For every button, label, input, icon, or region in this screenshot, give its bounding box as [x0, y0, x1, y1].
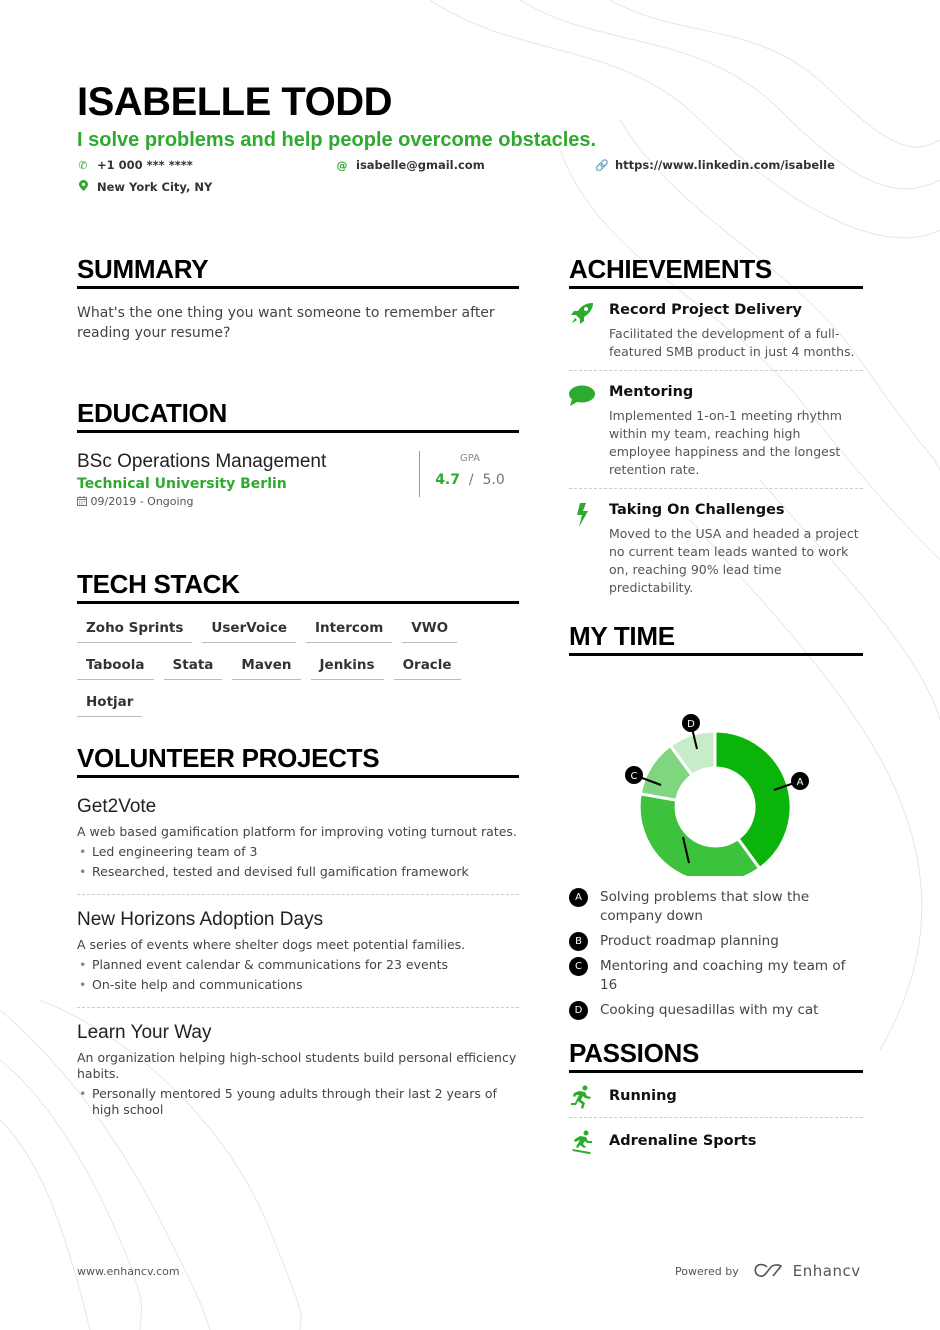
- legend-badge: D: [569, 1001, 588, 1020]
- speech-bubble-icon: [569, 383, 595, 479]
- tech-tag: Intercom: [306, 618, 392, 643]
- project-item: [77, 794, 519, 895]
- passions-section: [569, 1038, 863, 1162]
- volunteer-section: [77, 743, 519, 1142]
- donut-chart-svg: [569, 656, 863, 876]
- tech-tag: Zoho Sprints: [77, 618, 192, 643]
- degree: BSc Operations Management: [77, 451, 327, 472]
- gpa-value: [420, 472, 520, 488]
- rocket-icon: [569, 301, 595, 361]
- svg-text:A: A: [796, 777, 804, 788]
- achievement-description: Facilitated the development of a full-featured SMB product in just 4 months.: [609, 326, 855, 359]
- legend-label: Cooking quesadillas with my cat: [600, 1002, 819, 1018]
- tech-tag: Maven: [232, 655, 300, 680]
- volunteer-heading: VOLUNTEER PROJECTS: [77, 743, 519, 778]
- enhancv-logo-icon: [753, 1263, 785, 1279]
- footer-branding: [675, 1262, 861, 1280]
- legend-item: [569, 888, 863, 926]
- achievement-title: Record Project Delivery: [609, 302, 802, 318]
- passion-label: Running: [609, 1088, 677, 1104]
- project-description: A series of events where shelter dogs meet potential families.: [77, 937, 466, 952]
- legend-item: [569, 957, 863, 995]
- education-dates: [77, 495, 519, 509]
- achievement-item: [569, 371, 863, 489]
- calendar-icon: [77, 496, 87, 509]
- passion-label: Adrenaline Sports: [609, 1133, 757, 1149]
- achievement-list: [569, 289, 863, 606]
- link-icon: 🔗: [595, 158, 609, 172]
- powered-by-text: Powered by: [675, 1264, 739, 1278]
- location-contact: [77, 180, 212, 194]
- legend-label: Solving problems that slow the company down: [600, 889, 810, 924]
- project-name: Learn Your Way: [77, 1022, 212, 1043]
- project-item: [77, 1020, 519, 1130]
- achievement-title: Mentoring: [609, 384, 694, 400]
- email-text[interactable]: isabelle@gmail.com: [356, 158, 485, 172]
- project-bullet: • Led engineering team of 3: [92, 842, 519, 862]
- at-sign-icon: @: [336, 158, 348, 172]
- candidate-name: ISABELLE TODD: [77, 80, 393, 124]
- education-entry: [77, 451, 519, 521]
- passion-list: [569, 1073, 863, 1162]
- map-pin-icon: [77, 180, 89, 194]
- gpa-achieved: 4.7: [435, 472, 460, 488]
- summary-heading: SUMMARY: [77, 254, 519, 289]
- gpa-box: [419, 451, 520, 497]
- project-name: Get2Vote: [77, 796, 157, 817]
- project-description: An organization helping high-school students build personal efficiency habits.: [77, 1050, 517, 1081]
- legend-badge: B: [569, 932, 588, 951]
- my-time-section: [569, 621, 863, 1026]
- brand-name: Enhancv: [792, 1262, 861, 1280]
- project-bullets: [77, 955, 519, 995]
- linkedin-text[interactable]: https://www.linkedin.com/isabelle: [615, 158, 835, 172]
- project-bullets: [77, 1086, 519, 1118]
- tech-tag: Taboola: [77, 655, 154, 680]
- passion-item: [569, 1073, 863, 1118]
- project-list: [77, 794, 519, 1130]
- achievement-description: Moved to the USA and headed a project no current team leads wanted to work on, reaching 90% lead time predictability.: [609, 526, 859, 595]
- achievement-item: [569, 289, 863, 371]
- tech-stack-section: [77, 569, 519, 717]
- phone-icon: ✆: [78, 158, 88, 172]
- svg-text:D: D: [687, 719, 695, 730]
- tagline: I solve problems and help people overcome obstacles.: [77, 129, 597, 151]
- project-item: [77, 907, 519, 1008]
- legend-badge: A: [569, 888, 588, 907]
- snowboarding-icon: [569, 1128, 595, 1154]
- enhancv-logo[interactable]: [753, 1262, 861, 1280]
- legend-badge: C: [569, 957, 588, 976]
- phone-text: +1 000 *** ****: [97, 158, 193, 172]
- education-heading: EDUCATION: [77, 398, 519, 433]
- tech-tag: UserVoice: [202, 618, 296, 643]
- achievement-item: [569, 489, 863, 606]
- linkedin-contact[interactable]: [595, 158, 835, 172]
- email-contact[interactable]: [336, 158, 485, 172]
- chart-legend: [569, 888, 863, 1020]
- passions-heading: PASSIONS: [569, 1038, 863, 1073]
- passion-item: [569, 1118, 863, 1162]
- footer-website[interactable]: www.enhancv.com: [77, 1265, 180, 1278]
- legend-label: Mentoring and coaching my team of 16: [600, 958, 846, 993]
- tech-tag: Stata: [164, 655, 223, 680]
- project-bullets: [77, 842, 519, 882]
- project-bullet: • Planned event calendar & communications for 23 events: [92, 955, 519, 975]
- school: Technical University Berlin: [77, 476, 287, 492]
- running-icon: [569, 1083, 595, 1109]
- donut-chart: [569, 656, 863, 876]
- gpa-max: 5.0: [482, 472, 505, 488]
- project-description: A web based gamification platform for improving voting turnout rates.: [77, 824, 517, 839]
- achievement-description: Implemented 1-on-1 meeting rhythm within my team, reaching high employee happiness and the longest retention rate.: [609, 408, 842, 477]
- phone-contact: [77, 158, 193, 172]
- my-time-heading: MY TIME: [569, 621, 863, 656]
- location-text: New York City, NY: [97, 180, 213, 194]
- gpa-label: GPA: [460, 453, 480, 464]
- svg-text:C: C: [630, 771, 638, 782]
- project-name: New Horizons Adoption Days: [77, 909, 324, 930]
- tech-tags: [77, 618, 519, 717]
- legend-item: [569, 932, 863, 951]
- achievements-heading: ACHIEVEMENTS: [569, 254, 863, 289]
- tech-tag: VWO: [402, 618, 457, 643]
- project-bullet: • Personally mentored 5 young adults through their last 2 years of high school: [92, 1086, 519, 1118]
- tech-stack-heading: TECH STACK: [77, 569, 519, 604]
- summary-section: [77, 254, 519, 343]
- dates-text: 09/2019 - Ongoing: [90, 495, 194, 508]
- legend-item: [569, 1001, 863, 1020]
- legend-label: Product roadmap planning: [600, 933, 779, 949]
- education-section: [77, 398, 519, 521]
- project-bullet: • On-site help and communications: [92, 975, 519, 995]
- tech-tag: Oracle: [394, 655, 461, 680]
- lightning-bolt-icon: [569, 501, 595, 597]
- achievement-title: Taking On Challenges: [609, 502, 785, 518]
- tech-tag: Hotjar: [77, 692, 142, 717]
- achievements-section: [569, 254, 863, 606]
- gpa-separator: /: [468, 472, 474, 488]
- tech-tag: Jenkins: [311, 655, 384, 680]
- project-bullet: • Researched, tested and devised full gamification framework: [92, 862, 519, 882]
- summary-text: What's the one thing you want someone to remember after reading your resume?: [77, 305, 495, 341]
